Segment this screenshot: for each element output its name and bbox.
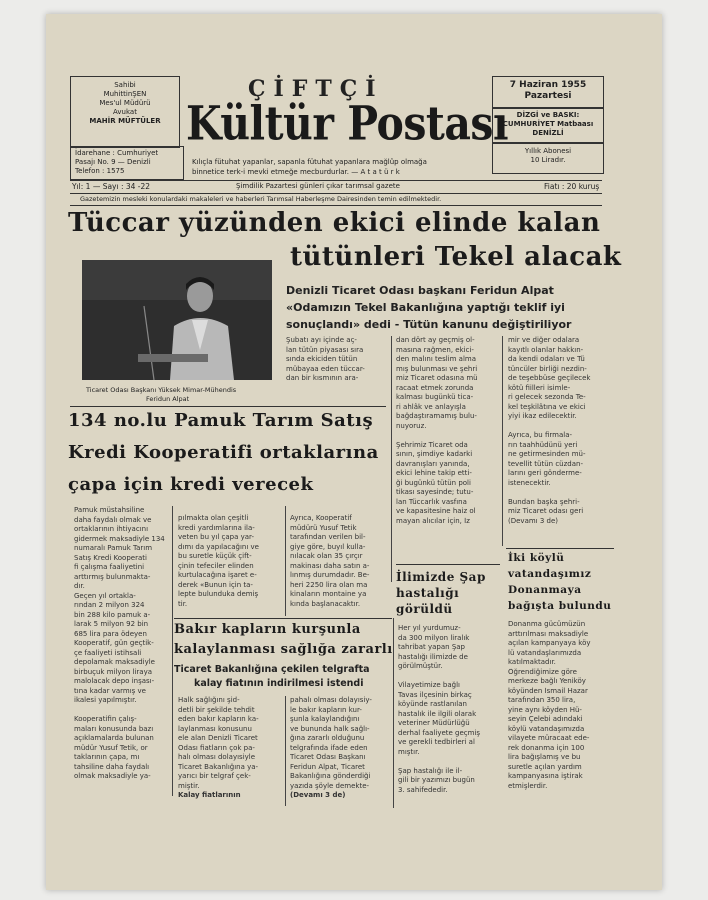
lead-headline: Tüccar yüzünden ekici elinde kalan bbox=[68, 208, 601, 238]
print-line: CUMHURİYET Matbaası bbox=[502, 120, 594, 128]
text-line: birbuçuk milyon liraya bbox=[74, 667, 152, 676]
admin-line: İdarehane : Cumhuriyet bbox=[75, 149, 159, 157]
text-line: lepte bulunduka demiş bbox=[178, 590, 259, 598]
text-line: da 300 milyon liralık bbox=[398, 633, 470, 642]
divider bbox=[506, 548, 614, 549]
text-line: mış bulunması ve şehri bbox=[396, 364, 478, 373]
text-line: etmişlerdir. bbox=[508, 781, 548, 790]
column-rule bbox=[172, 506, 173, 796]
text-line: hastalığı ilimizde de bbox=[398, 652, 468, 661]
text-line: gili bir yazımızı bugün bbox=[398, 776, 475, 784]
lead-subhead: Denizli Ticaret Odası başkanı Feridun Alpat bbox=[286, 284, 554, 297]
text-line: arttırılması maksadiyle bbox=[508, 629, 589, 638]
text-line: miz Ticaret odasına mü bbox=[396, 374, 478, 382]
bakir-headline: Bakır kapların kurşunla bbox=[174, 622, 361, 637]
newspaper-page bbox=[46, 14, 662, 890]
text-line: ikalesi yapılmıştır. bbox=[74, 696, 137, 704]
text-line: Şehrimiz Ticaret oda bbox=[396, 440, 468, 449]
text-line: yiyi ikaz edilecektir. bbox=[508, 412, 577, 420]
text-line: müdür Yusuf Tetik, or bbox=[74, 743, 148, 752]
text-line: ortaklarının ihtiyacını bbox=[74, 525, 149, 533]
text-line: Şubatı ayı içinde aç- bbox=[286, 336, 357, 344]
koylu-headline: bağışta bulundu bbox=[508, 600, 612, 612]
text-line: merkeze bağlı Yeniköy bbox=[508, 677, 586, 685]
text-line: kredi yardımlarına ila- bbox=[178, 523, 255, 532]
text-line bbox=[398, 757, 500, 767]
photo-caption: Ticaret Odası Başkanı Yüksek Mimar-Mühendis bbox=[86, 386, 237, 394]
pamuk-column-3 bbox=[290, 514, 390, 614]
text-line bbox=[508, 488, 612, 498]
text-line: pılmakta olan çeşitli bbox=[178, 514, 249, 522]
text-line: giye göre, buyıl kulla- bbox=[290, 542, 366, 551]
owner-line: Sahibi bbox=[114, 81, 136, 89]
weekday-line: Pazartesi bbox=[524, 91, 572, 101]
text-line: açıklamalarda bulunan bbox=[74, 734, 154, 742]
text-line: köyünden İsmail Hazar bbox=[508, 686, 588, 695]
motto-line: Kılıçla fütuhat yapanlar, sapanla fütuhat yapanlara mağlûp olmağa bbox=[192, 158, 427, 166]
text-line: tarafından 350 lira, bbox=[508, 696, 576, 704]
text-line: Donanma gücümüzün bbox=[508, 620, 586, 628]
text-line: 685 lira para ödeyen bbox=[74, 629, 147, 638]
text-line: de teşebbüse geçilecek bbox=[508, 374, 591, 382]
bakir-subhead: kalay fiatının indirilmesi istendi bbox=[194, 678, 364, 689]
text-line: Kalay fiatlarının bbox=[178, 791, 241, 799]
text-line: tahribat yapan Şap bbox=[398, 643, 465, 651]
text-line: tına kadar varmış ve bbox=[74, 686, 146, 695]
admin-line: Telefon : 1575 bbox=[75, 167, 125, 175]
text-line: yine aynı köyden Hü- bbox=[508, 705, 582, 714]
text-line: davranışları yanında, bbox=[396, 459, 470, 468]
text-line: ve gerekli tedbirleri al bbox=[398, 738, 475, 746]
text-line: Ayrıca, bu firmala- bbox=[508, 431, 573, 439]
pamuk-headline: Kredi Kooperatifi ortaklarına bbox=[68, 442, 379, 463]
owner-line: MAHİR MÜFTÜLER bbox=[89, 117, 161, 125]
text-line: vilayete müracaat ede- bbox=[508, 734, 590, 742]
divider bbox=[70, 205, 602, 206]
text-line: bağdaştıramamış bulu- bbox=[396, 412, 477, 420]
divider bbox=[70, 180, 602, 181]
text-line: masına rağmen, ekici- bbox=[396, 345, 474, 354]
text-line: nılacak olan 35 çırçır bbox=[290, 552, 363, 560]
subscription-box bbox=[492, 142, 604, 174]
owner-line: Mes'ul Müdürü bbox=[99, 99, 151, 107]
bakir-column-1 bbox=[178, 696, 280, 806]
text-line: Kooperatif, gün geçtik- bbox=[74, 639, 154, 647]
print-line: DİZGİ ve BASKI: bbox=[516, 111, 580, 119]
text-line: Şap hastalığı ile il- bbox=[398, 766, 463, 775]
text-line: kötü fiilleri isimle- bbox=[508, 383, 571, 392]
lead-subhead: «Odamızın Tekel Bakanlığına yaptığı teklif iyi bbox=[286, 301, 565, 314]
text-line: 3. sahifededir. bbox=[398, 785, 448, 794]
text-line: tahsiline daha faydalı bbox=[74, 762, 150, 771]
text-line: Bundan başka şehri- bbox=[508, 497, 580, 506]
column-rule bbox=[391, 336, 392, 582]
text-line: mübayaa eden tüccar- bbox=[286, 364, 365, 373]
text-line: yarıcı bir telgraf çek- bbox=[178, 772, 251, 780]
text-line: maları konusunda bazı bbox=[74, 724, 154, 733]
divider bbox=[70, 406, 386, 407]
text-line: ri ahlâk ve anlayışla bbox=[396, 402, 466, 411]
text-line: larak 5 milyon 92 bin bbox=[74, 620, 149, 628]
text-line: çe faaliyeti istihsali bbox=[74, 648, 142, 657]
text-line: tir. bbox=[178, 599, 188, 608]
text-line: açılan kampanyaya köy bbox=[508, 639, 591, 647]
text-line: malolacak depo inşası- bbox=[74, 677, 155, 685]
lead-subhead: sonuçlandı» dedi - Tütün kanunu değiştiriliyor bbox=[286, 318, 572, 331]
text-line: veteriner Müdürlüğü bbox=[398, 719, 470, 727]
text-line: veten bu yıl çapa yar- bbox=[178, 533, 255, 541]
text-line: sının, şimdiye kadarki bbox=[396, 450, 473, 458]
text-line: depolamak maksadiyle bbox=[74, 658, 155, 666]
text-line: mıştır. bbox=[398, 747, 420, 756]
masthead-top-word: ÇİFTÇİ bbox=[248, 76, 384, 102]
text-line: lü vatandaşlarımızda bbox=[508, 648, 582, 657]
text-line: kayıtlı olanlar hakkın- bbox=[508, 345, 584, 354]
text-line: müdürü Yusuf Tetik bbox=[290, 523, 357, 532]
text-line: (Devamı 3 de) bbox=[290, 791, 346, 799]
column-rule bbox=[502, 336, 503, 546]
text-line: rın taahhüdünü yeri bbox=[508, 440, 578, 449]
bakir-subhead: Ticaret Bakanlığına çekilen telgrafta bbox=[174, 664, 370, 675]
admin-box bbox=[70, 146, 184, 180]
text-line: suretle açılan yardım bbox=[508, 762, 582, 771]
subscription-line: 10 Liradır. bbox=[530, 156, 566, 164]
text-line: lınmış durumdadır. Be- bbox=[290, 571, 370, 579]
owner-box bbox=[70, 76, 180, 148]
bakir-column-2 bbox=[290, 696, 390, 806]
text-line: ele alan Denizli Ticaret bbox=[178, 734, 258, 742]
print-box bbox=[492, 107, 604, 144]
text-line bbox=[74, 706, 168, 716]
text-line: Halk sağlığını şid- bbox=[178, 696, 240, 704]
text-line: numaralı Pamuk Tarım bbox=[74, 544, 153, 552]
text-line: istenecektir. bbox=[508, 478, 551, 487]
text-line: yazıda şöyle demekte- bbox=[290, 781, 370, 790]
text-line: halı olması dolayısiyle bbox=[178, 753, 256, 761]
text-line: kinaların montaine ya bbox=[290, 590, 367, 598]
text-line: laylanması konusunu bbox=[178, 724, 252, 733]
column-rule bbox=[285, 506, 286, 616]
text-line: Kooperatifin çalış- bbox=[74, 715, 137, 723]
text-line: detli bir şekilde tehdit bbox=[178, 705, 255, 714]
text-line: Tavas ilçesinin birkaç bbox=[398, 690, 472, 699]
price: Fiatı : 20 kuruş bbox=[544, 182, 600, 191]
column-rule bbox=[393, 618, 394, 808]
text-line bbox=[508, 422, 612, 432]
text-line: katılmaktadır. bbox=[508, 658, 556, 666]
text-line: pahalı olması dolayısiy- bbox=[290, 696, 372, 704]
admin-line: Pasajı No. 9 — Denizli bbox=[75, 158, 151, 166]
text-line: racaat etmek zorunda bbox=[396, 383, 474, 392]
pamuk-column-2 bbox=[178, 514, 282, 614]
text-line: gidermek maksadiyle 134 bbox=[74, 534, 165, 543]
text-line: (Devamı 3 de) bbox=[508, 516, 559, 525]
text-line: rından 2 milyon 324 bbox=[74, 601, 145, 609]
lead-headline: tütünleri Tekel alacak bbox=[290, 242, 622, 272]
text-line: arttırmış bulunmakta- bbox=[74, 572, 151, 581]
text-line: Öğrendiğimize göre bbox=[508, 667, 577, 676]
text-line: kel teşkilâtına ve ekici bbox=[508, 402, 586, 411]
text-line: Geçen yıl ortakla- bbox=[74, 591, 136, 600]
text-line: taklarının çapa, mı bbox=[74, 753, 140, 761]
text-line: rek donanma için 100 bbox=[508, 743, 585, 752]
text-line: Ticaret Odası Başkanı bbox=[290, 753, 366, 761]
text-line: hastalık ile ilgili olarak bbox=[398, 709, 477, 718]
photo-caption: Feridun Alpat bbox=[146, 395, 190, 403]
text-line: Ticaret Bakanlığına ya- bbox=[178, 762, 259, 771]
divider bbox=[70, 193, 602, 194]
koylu-headline: vatandaşımız bbox=[508, 568, 592, 580]
text-line: heri 2250 lira olan ma bbox=[290, 580, 368, 589]
date-line: 7 Haziran 1955 bbox=[509, 80, 587, 90]
text-line: Odası fiatların çok pa- bbox=[178, 743, 255, 752]
text-line: çinin tefeciler elinden bbox=[178, 561, 254, 570]
text-line: den malını teslim alma bbox=[396, 355, 476, 363]
column-rule bbox=[285, 696, 286, 806]
text-line: le bakır kapların kur- bbox=[290, 705, 362, 714]
notice-line: Gazetemizin mesleki konulardaki makaleleri ve haberleri Tarımsal Haberleşme Dairesinden temin edilmektedir. bbox=[80, 195, 442, 203]
motto-line: binnetice terk-i mevki etmeğe mecburdurlar. — A t a t ü r k bbox=[192, 168, 400, 176]
portrait-image bbox=[82, 260, 272, 380]
text-line: olmak maksadiyle ya- bbox=[74, 772, 151, 780]
text-line: lan Tüccarlık vasfına bbox=[396, 497, 467, 506]
sap-headline: İlimizde Şap bbox=[396, 570, 486, 584]
bakir-headline: kalaylanması sağlığa zararlı bbox=[174, 642, 393, 657]
text-line: mayan alıcılar için, İz bbox=[396, 516, 470, 525]
text-line: görülmüştür. bbox=[398, 662, 443, 670]
text-line: köylü vatandaşımızda bbox=[508, 724, 585, 733]
lead-column-3 bbox=[508, 336, 612, 546]
text-line: kampanyasına iştirak bbox=[508, 772, 583, 780]
text-line: daha faydalı olmak ve bbox=[74, 515, 152, 524]
text-line bbox=[396, 431, 498, 441]
text-line: kurtulacağına işaret e- bbox=[178, 571, 257, 579]
text-line: Satış Kredi Kooperati bbox=[74, 553, 147, 562]
sap-headline: görüldü bbox=[396, 602, 453, 616]
issue-number: Yıl: 1 — Sayı : 34 -22 bbox=[72, 182, 151, 191]
print-line: DENİZLİ bbox=[532, 129, 564, 137]
text-line: larını geri gönderme- bbox=[508, 469, 582, 477]
owner-line: Avukat bbox=[113, 108, 137, 116]
text-line: Bakanlığına gönderdiği bbox=[290, 772, 371, 780]
text-line: Vilayetimize bağlı bbox=[398, 681, 460, 689]
text-line: kında başlanacaktır. bbox=[290, 599, 361, 608]
text-line: fi çalışma faaliyetini bbox=[74, 563, 145, 571]
text-line: tevellit tütün cüzdan- bbox=[508, 459, 583, 468]
text-line: bu suretle küçük çift- bbox=[178, 552, 252, 560]
divider bbox=[174, 618, 392, 619]
text-line: Ayrıca, Kooperatif bbox=[290, 514, 352, 522]
text-line: derhal faaliyete geçmiş bbox=[398, 728, 481, 737]
koylu-headline: İki köylü bbox=[508, 552, 565, 564]
text-line: eden bakır kapların ka- bbox=[178, 715, 259, 723]
text-line: da kendi odaları ve Tü bbox=[508, 355, 585, 363]
text-line: dımı da yapılacağını ve bbox=[178, 542, 259, 551]
text-line: tarafından verilen bil- bbox=[290, 533, 366, 541]
masthead-title: Kültür Postası bbox=[186, 96, 509, 152]
date-box bbox=[492, 76, 604, 109]
text-line: ekici lehine takip etti- bbox=[396, 469, 472, 477]
divider bbox=[396, 564, 500, 565]
owner-line: MuhittinŞEN bbox=[103, 90, 147, 98]
text-line: dan dört ay geçmiş ol- bbox=[396, 336, 475, 344]
text-line: miştir. bbox=[178, 781, 200, 790]
text-line: bin 288 kilo pamuk a- bbox=[74, 610, 151, 619]
text-line: ne getirmesinden mü- bbox=[508, 450, 586, 458]
text-line: tüncüler birliği nezdin- bbox=[508, 364, 587, 373]
pamuk-headline: 134 no.lu Pamuk Tarım Satış bbox=[68, 410, 374, 431]
text-line: ve bununda halk sağlı- bbox=[290, 724, 370, 733]
text-line: seyin Çelebi adındaki bbox=[508, 715, 583, 723]
text-line: dır. bbox=[74, 582, 85, 590]
text-line: ği bugünkü tütün poli bbox=[396, 478, 471, 487]
text-line: kalması bugünkü tica- bbox=[396, 393, 474, 401]
text-line: tikası sayesinde; tutu- bbox=[396, 488, 474, 496]
text-line: sında ekiciden tütün bbox=[286, 355, 358, 363]
text-line bbox=[398, 672, 500, 682]
pamuk-headline: çapa için kredi verecek bbox=[68, 474, 314, 495]
text-line: lira bağışlamış ve bu bbox=[508, 753, 581, 761]
pamuk-column-1 bbox=[74, 506, 168, 792]
koylu-headline: Donanmaya bbox=[508, 584, 582, 596]
text-line: mir ve diğer odalara bbox=[508, 336, 580, 344]
text-line: Feridun Alpat, Ticaret bbox=[290, 762, 365, 771]
text-line: köyünde rastlanılan bbox=[398, 700, 467, 708]
text-line: ğına zararlı olduğunu bbox=[290, 734, 365, 742]
lead-column-2 bbox=[396, 336, 498, 586]
lead-column-1 bbox=[286, 336, 388, 396]
text-line: nuyoruz. bbox=[396, 421, 427, 430]
text-line: telgrafında ifade eden bbox=[290, 743, 368, 752]
koylu-column bbox=[508, 620, 612, 802]
text-line: makinası daha satın a- bbox=[290, 561, 370, 570]
text-line: miz Ticaret odası geri bbox=[508, 507, 584, 515]
text-line: ri gelecek sezonda Te- bbox=[508, 393, 586, 401]
frequency-line: Şimdilik Pazartesi günleri çıkar tarımsal gazete bbox=[236, 182, 400, 190]
sap-headline: hastalığı bbox=[396, 586, 460, 600]
text-line: ve kapasitesine haiz ol bbox=[396, 507, 476, 515]
text-line: Pamuk müstahsiline bbox=[74, 506, 145, 514]
text-line: şunla kalaylandığını bbox=[290, 715, 360, 723]
subscription-line: Yıllık Abonesi bbox=[524, 147, 572, 155]
sap-column bbox=[398, 624, 500, 804]
text-line: lan tütün piyasası sıra bbox=[286, 345, 364, 354]
text-line: dan bir kısmının ara- bbox=[286, 374, 359, 382]
text-line: Her yıl yurdumuz- bbox=[398, 624, 461, 632]
portrait-photo bbox=[82, 260, 272, 380]
text-line: derek «Bunun için ta- bbox=[178, 580, 253, 589]
